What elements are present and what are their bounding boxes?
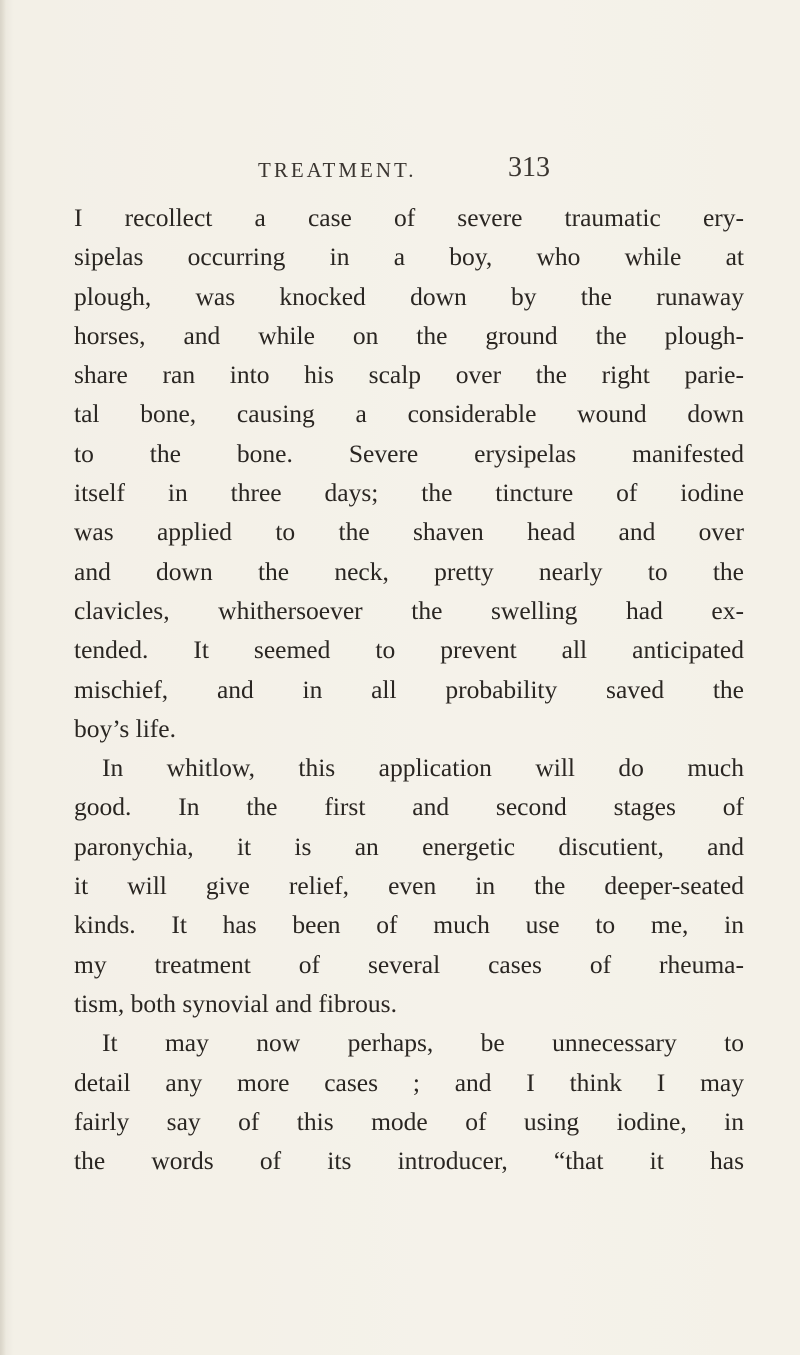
text-line: share ran into his scalp over the right parie- — [74, 360, 744, 390]
text-line: sipelas occurring in a boy, who while at — [74, 242, 744, 272]
text-line: It may now perhaps, be unnecessary to — [102, 1028, 744, 1058]
text-line: my treatment of several cases of rheuma- — [74, 949, 744, 979]
text-line: it will give relief, even in the deeper-seated — [74, 871, 744, 901]
text-line: tal bone, causing a considerable wound down — [74, 399, 744, 429]
text-line: the words of its introducer, “that it has — [74, 1146, 744, 1176]
running-head: TREATMENT. — [258, 158, 417, 182]
body-text — [74, 198, 744, 1180]
text-line: detail any more cases ; and I think I may — [74, 1067, 744, 1097]
text-line: In whitlow, this application will do much — [102, 753, 744, 783]
text-line: plough, was knocked down by the runaway — [74, 281, 744, 311]
text-line: fairly say of this mode of using iodine, in — [74, 1106, 744, 1136]
text-line: horses, and while on the ground the plough- — [74, 320, 744, 350]
text-line: tended. It seemed to prevent all anticipated — [74, 635, 744, 665]
page-header — [258, 150, 550, 190]
text-line: mischief, and in all probability saved the — [74, 674, 744, 704]
text-line: kinds. It has been of much use to me, in — [74, 910, 744, 940]
text-line: I recollect a case of severe traumatic ery- — [74, 203, 744, 232]
page-gutter-shadow — [0, 0, 6, 1355]
text-line: to the bone. Severe erysipelas manifested — [74, 438, 744, 468]
text-line: good. In the first and second stages of — [74, 792, 744, 822]
text-line: paronychia, it is an energetic discutient, and — [74, 831, 744, 861]
text-line: boy’s life. — [74, 713, 176, 743]
page-number: 313 — [508, 152, 550, 183]
text-line: was applied to the shaven head and over — [74, 517, 744, 547]
text-line: clavicles, whithersoever the swelling had ex- — [74, 595, 744, 625]
text-line: itself in three days; the tincture of iodine — [74, 478, 744, 508]
text-line: and down the neck, pretty nearly to the — [74, 556, 744, 586]
text-line: tism, both synovial and fibrous. — [74, 988, 397, 1018]
